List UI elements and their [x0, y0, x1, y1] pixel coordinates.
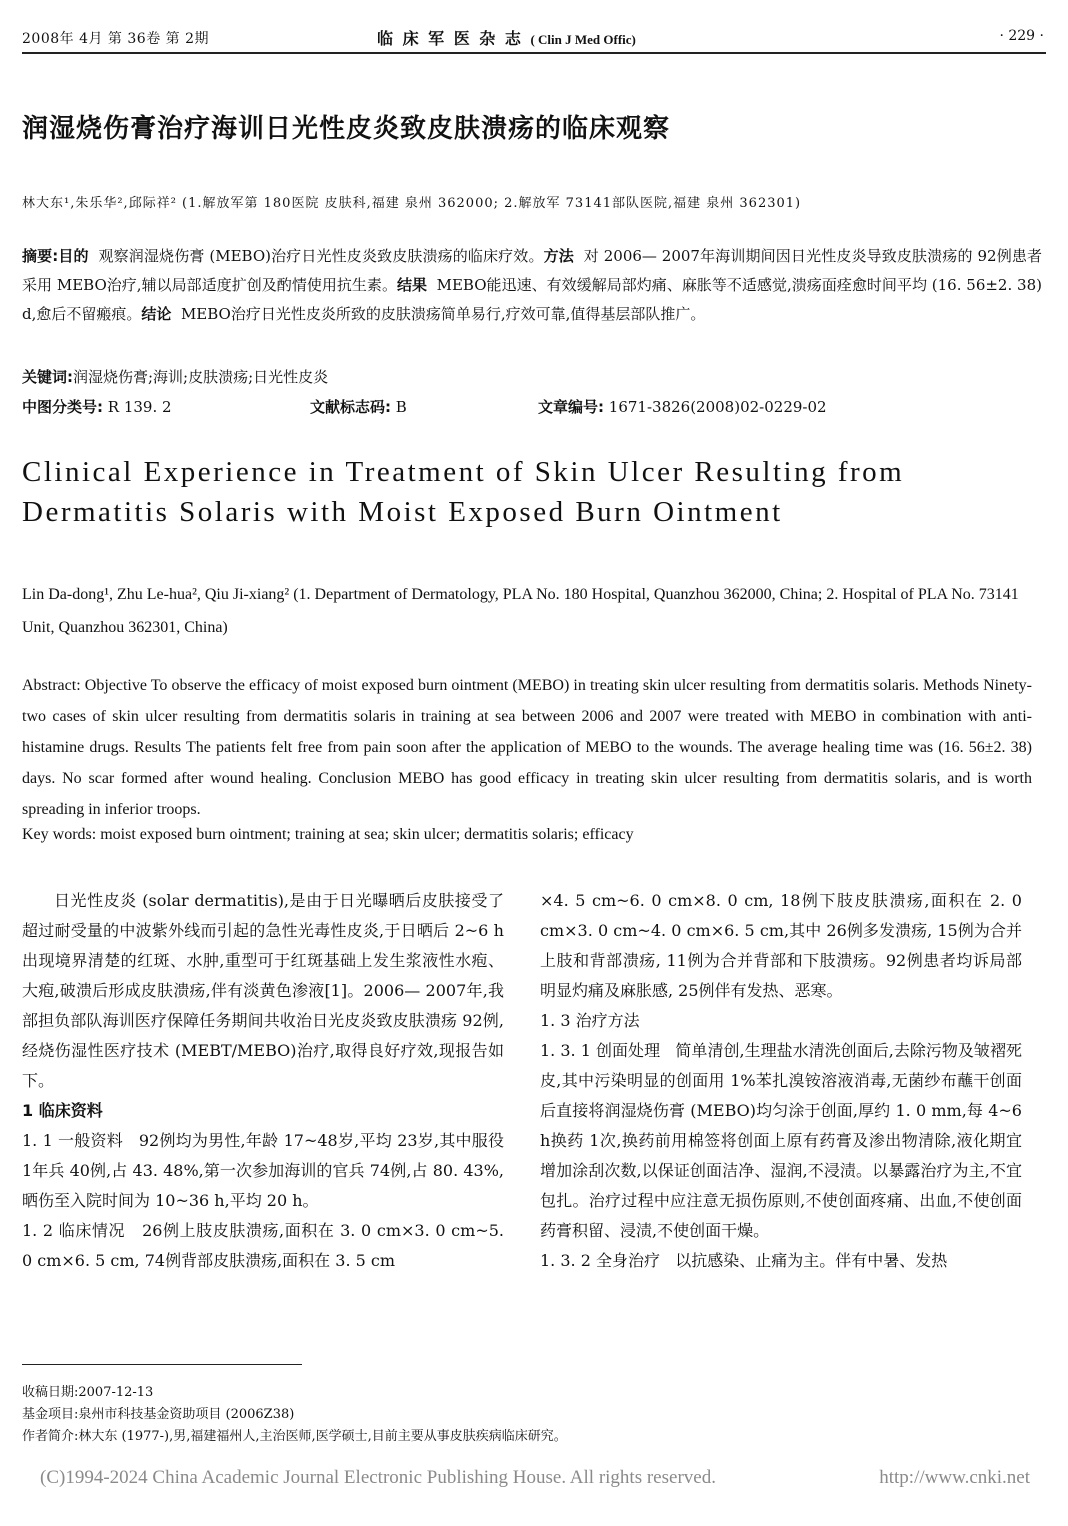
- keywords-label: 关键词:: [22, 368, 73, 386]
- received-date: 收稿日期:2007-12-13: [22, 1385, 154, 1400]
- keywords-text: 润湿烧伤膏;海训;皮肤溃疡;日光性皮炎: [73, 368, 329, 386]
- intro-paragraph: 日光性皮炎 (solar dermatitis),是由于日光曝晒后皮肤接受了超过耐受量的中波紫外线而引起的急性光毒性皮炎,于日晒后 2~6 h出现境界清楚的红斑、水肿,重型可于红斑基础上发生浆液性水疱、大疱,破溃后形成皮肤溃疡,伴有淡黄色渗液[1]。2006— 2007年,我部担负部队海训医疗保障任务期间共收治日光皮炎致皮肤溃疡 92例,经烧伤湿性医疗技术 (MEBT/MEBO)治疗,取得良好疗效,现报告如下。: [22, 891, 504, 1090]
- copyright-url: http://www.cnki.net: [879, 1467, 1030, 1488]
- art-label: 文章编号:: [538, 398, 604, 416]
- section-1-3-2-text: 以抗感染、止痛为主。伴有中暑、发热: [675, 1251, 948, 1270]
- section-1-3-2: [540, 1246, 1022, 1276]
- methods-label: 方法: [543, 247, 574, 265]
- clc-label: 中图分类号:: [22, 398, 103, 416]
- body-column-right: [540, 886, 1022, 1276]
- section-1-1-heading: 1. 1 一般资料: [22, 1131, 123, 1150]
- keywords-cn: [22, 366, 328, 387]
- title-cn: 润湿烧伤膏治疗海训日光性皮炎致皮肤溃疡的临床观察: [22, 114, 671, 144]
- doc-label: 文献标志码:: [310, 398, 391, 416]
- authors-en: Lin Da-dong¹, Zhu Le-hua², Qiu Ji-xiang² (1. Department of Dermatology, PLA No. 180 Hospital, Quanzhou 362000, China; 2. Hospital of PLA No. 73141 Unit, Quanzhou 362301, China): [22, 586, 1019, 636]
- abstract-en-label: Abstract:: [22, 677, 81, 694]
- keywords-en-text: moist exposed burn ointment; training at sea; skin ulcer; dermatitis solaris; efficacy: [100, 826, 634, 843]
- running-header: [22, 24, 1046, 54]
- objective-label: 目的: [58, 247, 89, 265]
- section-1-3-1: [540, 1036, 1022, 1246]
- keywords-en: [22, 826, 1032, 844]
- issue-info: 2008年 4月 第 36卷 第 2期: [22, 31, 210, 47]
- section-1-3-2-heading: 1. 3. 2 全身治疗: [540, 1251, 660, 1270]
- section-1-2-heading: 1. 2 临床情况: [22, 1221, 126, 1240]
- footnotes: [22, 1382, 1042, 1448]
- section-1-3-1-heading: 1. 3. 1 创面处理: [540, 1041, 661, 1060]
- copyright-text: (C)1994-2024 China Academic Journal Electronic Publishing House. All rights reserved.: [40, 1467, 716, 1488]
- conclusion-text: MEBO治疗日光性皮炎所致的皮肤溃疡简单易行,疗效可靠,值得基层部队推广。: [180, 305, 706, 323]
- methods-text: 对 2006— 2007年海训期间因日光性皮炎导致皮肤溃疡的 92例患者采用 MEBO治疗,辅以局部适度扩创及酌情使用抗生素。: [22, 247, 1042, 294]
- document-code: [310, 396, 407, 417]
- section-1-1: [22, 1126, 504, 1216]
- objective-text: 观察润湿烧伤膏 (MEBO)治疗日光性皮炎致皮肤溃疡的临床疗效。: [98, 247, 544, 265]
- author-bio: 作者简介:林大东 (1977-),男,福建福州人,主治医师,医学硕士,目前主要从事皮肤疾病临床研究。: [22, 1429, 567, 1444]
- abstract-en: [22, 670, 1032, 825]
- fund-info: 基金项目:泉州市科技基金资助项目 (2006Z38): [22, 1407, 295, 1422]
- results-label: 结果: [396, 276, 428, 294]
- section-1-2: [22, 1216, 504, 1276]
- section-1-1-text: 92例均为男性,年龄 17~48岁,平均 23岁,其中服役 1年兵 40例,占 43. 48%,第一次参加海训的官兵 74例,占 80. 43%,晒伤至入院时间为 10~36 h,平均 20 h。: [22, 1131, 504, 1210]
- page-number: · 229 ·: [999, 28, 1044, 44]
- continued-paragraph: ×4. 5 cm~6. 0 cm×8. 0 cm, 18例下肢皮肤溃疡,面积在 2. 0 cm×3. 0 cm~4. 0 cm×6. 5 cm,其中 26例多发溃疡, 15例为合并上肢和背部溃疡, 11例为合并背部和下肢溃疡。92例患者均诉局部明显灼痛及麻胀感, 25例伴有发热、恶寒。: [540, 891, 1022, 1000]
- section-1-2-text: 26例上肢皮肤溃疡,面积在 3. 0 cm×3. 0 cm~5. 0 cm×6. 5 cm, 74例背部皮肤溃疡,面积在 3. 5 cm: [22, 1221, 504, 1270]
- section-1-3-1-text: 简单清创,生理盐水清洗创面后,去除污物及皱褶死皮,其中污染明显的创面用 1%苯扎溴铵溶液消毒,无菌纱布蘸干创面后直接将润湿烧伤膏 (MEBO)均匀涂于创面,厚约 1. 0 mm,每 4~6 h换药 1次,换药前用棉签将创面上原有药膏及渗出物清除,液化期宜增加涂刮次数,以保证创面洁净、湿润,不浸渍。以暴露治疗为主,不宜包扎。治疗过程中应注意无损伤原则,不使创面疼痛、出血,不使创面药膏积留、浸渍,不使创面干燥。: [540, 1041, 1022, 1240]
- abstract-cn: [22, 242, 1042, 329]
- conclusion-label: 结论: [141, 305, 172, 323]
- authors-cn: 林大东¹,朱乐华²,邱际祥² (1.解放军第 180医院 皮肤科,福建 泉州 362000; 2.解放军 73141部队医院,福建 泉州 362301): [22, 196, 802, 211]
- body-column-left: [22, 886, 504, 1276]
- abstract-en-text: Objective To observe the efficacy of moist exposed burn ointment (MEBO) in treating skin ulcer resulting from dermatitis solaris. Methods Ninety-two cases of skin ulcer resulting from dermatitis solaris in training at sea between 2006 and 2007 were treated with MEBO in combination with anti-histamine drugs. Results The patients felt free from pain soon after the application of MEBO to the wounds. The average healing time was (16. 56±2. 38) days. No scar formed after wound healing. Conclusion MEBO has good efficacy in treating skin ulcer resulting from dermatitis solaris, and is worth spreading in inferior troops.: [22, 677, 1033, 818]
- journal-name-cn: 临 床 军 医 杂 志: [377, 29, 523, 48]
- section-heading: 1 临床资料: [22, 1101, 103, 1120]
- copyright-notice: [40, 1467, 1040, 1489]
- section-1-3-heading: 1. 3 治疗方法: [540, 1011, 640, 1030]
- journal-name-en: ( Clin J Med Offic): [530, 32, 636, 47]
- clc-code: [22, 396, 172, 417]
- results-text: MEBO能迅速、有效缓解局部灼痛、麻胀等不适感觉,溃疡面痊愈时间平均 (16. 56±2. 38) d,愈后不留瘢痕。: [22, 276, 1042, 323]
- title-en: Clinical Experience in Treatment of Skin Ulcer Resulting from Dermatitis Solaris with Moist Exposed Burn Ointment: [22, 456, 905, 528]
- doc-value: B: [395, 398, 407, 416]
- journal-name: [377, 26, 636, 49]
- art-value: 1671-3826(2008)02-0229-02: [608, 398, 827, 416]
- footnote-rule: [22, 1364, 302, 1365]
- article-id: [538, 396, 827, 417]
- keywords-en-label: Key words:: [22, 826, 97, 843]
- clc-value: R 139. 2: [107, 398, 172, 416]
- abstract-label: 摘要:: [22, 247, 59, 265]
